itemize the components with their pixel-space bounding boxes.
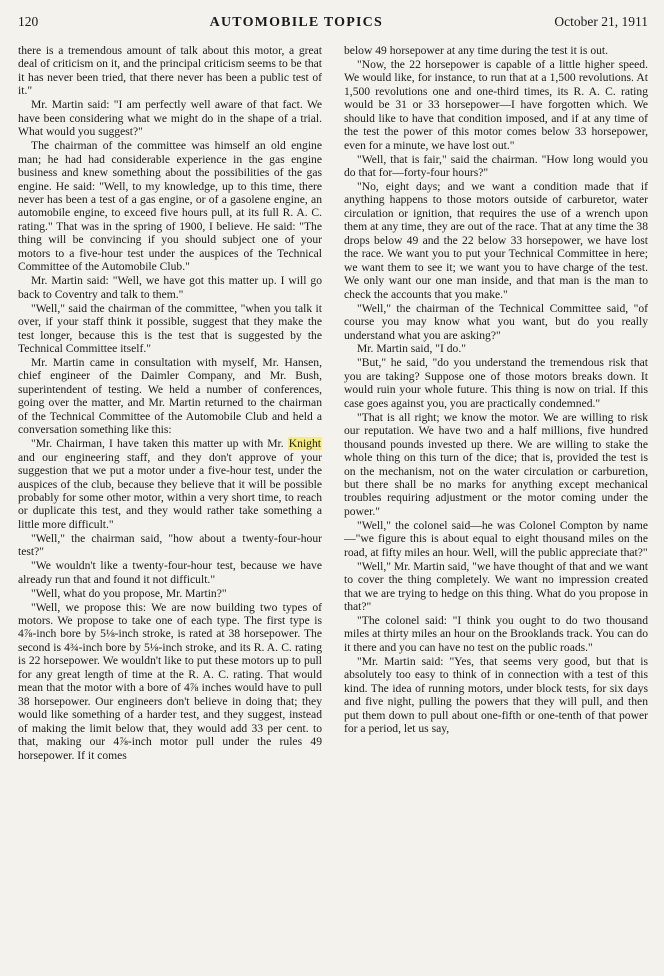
issue-date: October 21, 1911 bbox=[554, 14, 648, 29]
paragraph: The chairman of the committee was himself an old engine man; he had had considerable experience in the gas engine business and knew something about the possibilities of the gas engine. He said: "Well, to my knowledge, up to this time, there never has been a test of a gas engine, or of a gasolene engine, an automobile engine, to exceed five hours pull, at its full R. A. C. rating." That was in the spring of 1900, I believe. He said: "The thing will be convincing if you should subject one of your motors to a five-hour test under the auspices of the Technical Committee of the Automobile Club." bbox=[18, 139, 322, 274]
journal-title: AUTOMOBILE TOPICS bbox=[209, 15, 383, 30]
paragraph: "Now, the 22 horsepower is capable of a little higher speed. We would like, for instance, to run that at a 1,500 revolutions. At 1,500 revolutions one and one-third times, its R. A. C. rating would be 31 or 33 horsepower—I have forgotten which. We should like to have that condition imposed, and if at any time of the test the power of this motor comes below 33 horsepower, even for a minute, we have lost out." bbox=[344, 57, 648, 152]
paragraph: "Mr. Martin said: "Yes, that seems very good, but that is absolutely too easy to think of in connection with a test of this kind. The idea of running motors, under block tests, for six days and five night, pulling the powers that they will pull, and then put them down to pull about one-fifth or one-tenth of that power for a period, let us say, bbox=[344, 654, 648, 736]
highlighted-word: Knight bbox=[288, 437, 321, 451]
right-column bbox=[344, 44, 648, 762]
paragraph: "Well, what do you propose, Mr. Martin?" bbox=[31, 586, 227, 600]
text-columns bbox=[18, 44, 648, 762]
paragraph: "But," he said, "do you understand the tremendous risk that you are taking? Suppose one of those motors breaks down. It would ruin your whole future. This thing is now on trial. If this case goes against you, you are practically condemned." bbox=[344, 356, 648, 410]
paragraph: Mr. Martin said: "Well, we have got this matter up. I will go back to Coventry and talk to them." bbox=[18, 274, 322, 301]
running-header bbox=[18, 14, 648, 36]
paragraph: "Well," the chairman of the Technical Committee said, "of course you may know what you want, but do you really understand what you are asking?" bbox=[344, 301, 648, 342]
page-number: 120 bbox=[18, 14, 39, 29]
paragraph: "Well, that is fair," said the chairman. "How long would you do that for—forty-four hours?" bbox=[344, 152, 648, 180]
text-span: "Mr. Chairman, I have taken this matter up with Mr. bbox=[31, 437, 284, 451]
left-column bbox=[18, 44, 322, 762]
paragraph: "We wouldn't like a twenty-four-hour test, because we have already run that and found it not difficult." bbox=[18, 559, 322, 586]
text-span: and our engineering staff, and they don't approve of your suggestion that we put a motor under a five-hour test, under the auspices of the club, because they believe that it will be possible probably for some other motor, within a very short time, to reach or duplicate this test, and they would rather take something a little more difficult." bbox=[18, 450, 322, 531]
paragraph: Mr. Martin said: "I am perfectly well aware of that fact. We have been considering what we might do in the shape of a trial. What would you suggest?" bbox=[18, 98, 322, 139]
paragraph: Mr. Martin came in consultation with myself, Mr. Hansen, chief engineer of the Daimler Company, and Mr. Bush, superintendent of testing. We held a number of conferences, going over the matter, and Mr. Martin returned to the chairman of the Technical Committee of the Automobile Club and held a conversation something like this: bbox=[18, 355, 322, 437]
paragraph: "The colonel said: "I think you ought to do two thousand miles at thirty miles an hour on the Brooklands track. You can do it there and you can have no test on the public roads." bbox=[344, 614, 648, 654]
paragraph: "That is all right; we know the motor. We are willing to risk our reputation. We have two and a half millions, five hundred thousand pounds invested up there. We are willing to stake the whole thing on this turn of the dice; that is, provided the test is on the mechanism, not on the water circulation or carburetion, but there shall be no marks for anything except mechanical troubles requiring adjustment or the motor coming under the power." bbox=[344, 410, 648, 518]
paragraph-with-highlight bbox=[18, 437, 322, 531]
paragraph: "Well," said the chairman of the committee, "when you talk it over, if your staff think it possible, suggest that they make the test longer, because this is the test that is suggested by the Technical Committee itself." bbox=[18, 301, 322, 355]
paragraph: "Well," Mr. Martin said, "we have thought of that and we want to cover the thing completely. We want no impression created that we are trying to hedge on this thing. What do you propose in that?" bbox=[344, 559, 648, 614]
paragraph: "Well, we propose this: We are now building two types of motors. We propose to take one of each type. The first type is 4⅞-inch bore by 5⅛-inch stroke, is rated at 38 horsepower. The second is 4¾-inch bore by 5⅛-inch stroke, and its R. A. C. rating is 22 horsepower. We wouldn't like to put these motors up to pull for any great length of time at the R. A. C. rating. That would mean that the motor with a bore of 4⅞ inches would have to pull 38 horsepower. Our engineers don't believe in doing that; they would like something of a harder test, and they suggest, instead of making the limit below that, they would add 33 per cent. to that, making our 4⅞-inch motor pull under the rules 49 horsepower. If it comes bbox=[18, 600, 322, 762]
paragraph: there is a tremendous amount of talk about this motor, a great deal of criticism on it, and the principal criticism seems to be that it has never been tried, that there never has been a public test of it." bbox=[18, 44, 322, 98]
paragraph: Mr. Martin said, "I do." bbox=[357, 342, 466, 356]
paragraph: "Well," the chairman said, "how about a twenty-four-hour test?" bbox=[18, 531, 322, 559]
paragraph: below 49 horsepower at any time during the test it is out. bbox=[344, 44, 609, 57]
paragraph: "Well," the colonel said—he was Colonel Compton by name—"we figure this is about equal to eight thousand miles on the road, at fifty miles an hour. Well, will the public appreciate that?" bbox=[344, 518, 648, 559]
paragraph: "No, eight days; and we want a condition made that if anything happens to those motors outside of carburetor, water circulation or ignition, that requires the use of a wrench upon them at any time, they are out of the race. That at any time the 38 drops below 49 and the 22 below 33 horsepower, we have lost the race. We want you to put your Technical Committee in here; we want them to see it; we want you to have charge of the test. We only want our one man inside, and that man is the man to check the accounts that you make." bbox=[344, 180, 648, 301]
